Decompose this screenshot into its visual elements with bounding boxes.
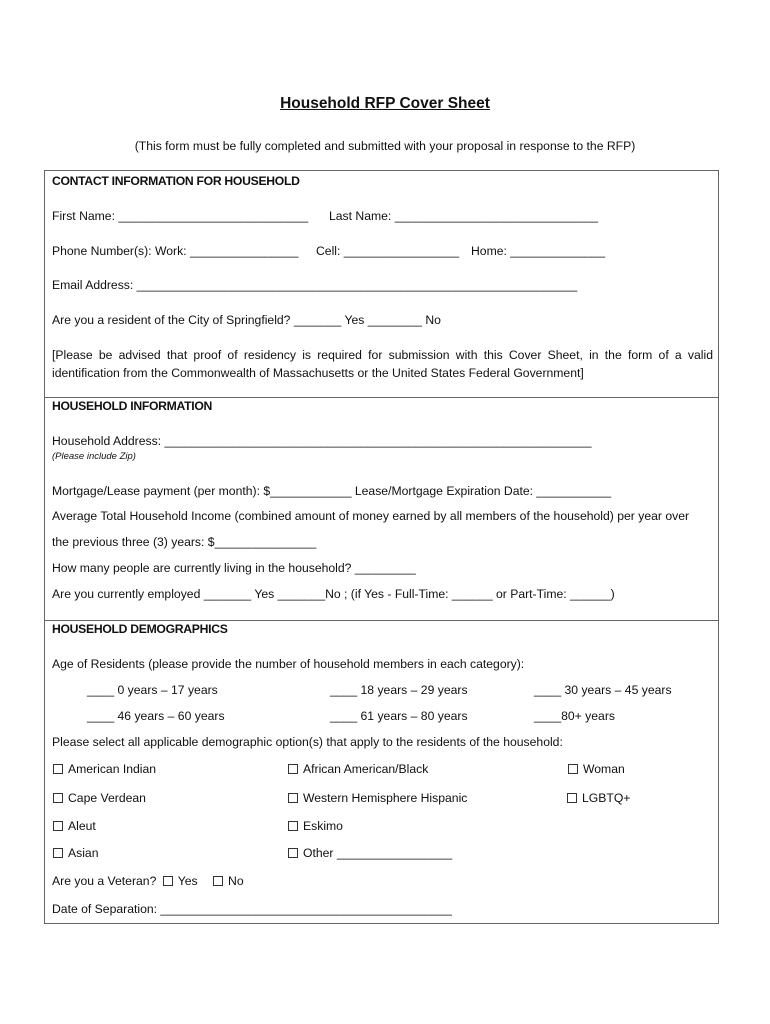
address-hint: (Please include Zip) [52,451,136,462]
veteran-label: Are you a Veteran? [52,874,157,888]
age-18-29-field[interactable]: ____ 18 years – 29 years [330,683,468,697]
household-section-heading: HOUSEHOLD INFORMATION [52,399,213,413]
phone-work-field[interactable]: Phone Number(s): Work: ________________ [52,244,299,258]
checkbox[interactable] [567,793,577,803]
option-eskimo[interactable] [288,819,343,833]
email-field[interactable]: Email Address: _________________________________________________________________ [52,278,578,292]
veteran-no-checkbox[interactable] [213,876,223,886]
option-asian[interactable] [53,846,99,860]
checkbox[interactable] [568,764,578,774]
first-name-field[interactable]: First Name: ____________________________ [52,209,309,223]
option-american-indian[interactable] [53,762,156,776]
age-80-plus-field[interactable]: ____80+ years [534,709,615,723]
option-label: Asian [68,846,99,860]
household-count-field[interactable]: How many people are currently living in the household? _________ [52,561,416,575]
option-label: Cape Verdean [68,791,146,805]
veteran-yes-checkbox[interactable] [163,876,173,886]
age-61-80-field[interactable]: ____ 61 years – 80 years [330,709,468,723]
option-lgbtq[interactable] [567,791,630,805]
option-label: LGBTQ+ [582,791,631,805]
option-aleut[interactable] [53,819,96,833]
option-label: American Indian [68,762,157,776]
checkbox[interactable] [288,793,298,803]
residency-notice: [Please be advised that proof of residency is required for submission with this Cover Sheet, in the form of a valid identification from the Commonwealth of Massachusetts or the United States Federal Government] [52,348,713,380]
mortgage-field[interactable]: Mortgage/Lease payment (per month): $____________ Lease/Mortgage Expiration Date: ___________ [52,484,611,498]
demographic-select-prompt: Please select all applicable demographic option(s) that apply to the residents of the household: [52,735,563,749]
option-label: Other _________________ [303,846,453,860]
resident-question[interactable]: Are you a resident of the City of Springfield? _______ Yes ________ No [52,313,441,327]
checkbox[interactable] [53,821,63,831]
veteran-yes-label: Yes [177,874,198,888]
checkbox[interactable] [288,821,298,831]
veteran-no-label: No [228,874,244,888]
option-label: Woman [583,762,625,776]
separation-date-field[interactable]: Date of Separation: ___________________________________________ [52,902,452,916]
checkbox[interactable] [288,848,298,858]
age-prompt: Age of Residents (please provide the number of household members in each category): [52,657,525,671]
phone-cell-field[interactable]: Cell: _________________ [316,244,459,258]
demographics-section-heading: HOUSEHOLD DEMOGRAPHICS [52,622,228,636]
phone-home-field[interactable]: Home: ______________ [471,244,606,258]
age-46-60-field[interactable]: ____ 46 years – 60 years [87,709,225,723]
checkbox[interactable] [53,848,63,858]
option-label: Eskimo [303,819,343,833]
age-0-17-field[interactable]: ____ 0 years – 17 years [87,683,218,697]
checkbox[interactable] [288,764,298,774]
contact-section-heading: CONTACT INFORMATION FOR HOUSEHOLD [52,174,300,188]
checkbox[interactable] [53,764,63,774]
option-label: Aleut [68,819,96,833]
option-woman[interactable] [568,762,625,776]
household-address-field[interactable]: Household Address: _______________________________________________________________ [52,434,592,448]
income-field[interactable]: the previous three (3) years: $_______________ [52,535,317,549]
employment-field[interactable]: Are you currently employed _______ Yes _______No ; (if Yes - Full-Time: ______ or Part-Time: ______) [52,587,615,601]
age-30-45-field[interactable]: ____ 30 years – 45 years [534,683,672,697]
section-divider [45,620,718,621]
checkbox[interactable] [53,793,63,803]
option-label: African American/Black [303,762,429,776]
option-other[interactable] [288,846,452,860]
veteran-question [52,874,244,888]
last-name-field[interactable]: Last Name: ______________________________ [329,209,599,223]
page-title: Household RFP Cover Sheet [280,95,490,112]
option-western-hispanic[interactable] [288,791,467,805]
page-subtitle: (This form must be fully completed and submitted with your proposal in response to the RFP) [134,139,636,153]
section-divider [45,397,718,398]
income-line-1: Average Total Household Income (combined amount of money earned by all members of the household) per year over [52,509,690,523]
option-african-american[interactable] [288,762,428,776]
option-cape-verdean[interactable] [53,791,146,805]
option-label: Western Hemisphere Hispanic [303,791,468,805]
